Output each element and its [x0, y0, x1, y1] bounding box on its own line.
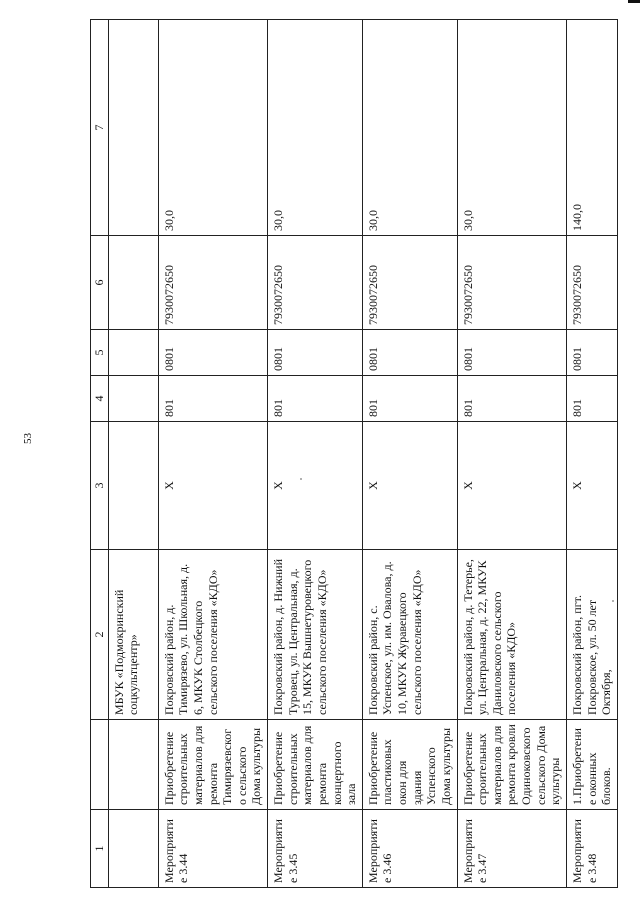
amount-cell: 140,0	[566, 20, 617, 236]
header-cell: 2	[91, 550, 109, 720]
amount-cell: 30,0	[158, 20, 267, 236]
header-cell: 5	[91, 330, 109, 376]
header-cell	[91, 720, 109, 810]
amount-cell	[108, 20, 158, 236]
location-cell: Покровский район, пгт. Покровское, ул. 50 лет Октября,	[566, 550, 617, 720]
measure-description-cell: Приобретение строительных материалов для ремонта концертного зала	[268, 720, 363, 810]
measure-id-cell: Мероприятие 3.46	[362, 810, 457, 888]
target-code-cell	[108, 236, 158, 330]
measure-description-cell: Приобретение строительных материалов для ремонта кровли Одиноковского сельского Дома культуры	[457, 720, 566, 810]
section-cell	[108, 330, 158, 376]
location-cell: Покровский район, д. Тимирязево, ул. Школьная, д. 6, МКУК Столбецкого сельского поселения «КДО»	[158, 550, 267, 720]
measure-id-cell: Мероприятие 3.47	[457, 810, 566, 888]
mark-cell: X	[457, 422, 566, 550]
table-row	[457, 20, 566, 888]
target-code-cell: 7930072650	[362, 236, 457, 330]
code-cell: 801	[158, 376, 267, 422]
amount-cell: 30,0	[362, 20, 457, 236]
table-row	[268, 20, 363, 888]
mark-cell: X	[158, 422, 267, 550]
mark-cell	[108, 422, 158, 550]
amount-cell: 30,0	[268, 20, 363, 236]
target-code-cell: 7930072650	[457, 236, 566, 330]
rotated-table-container	[90, 20, 617, 888]
measure-description-cell: 1.Приобретение оконных блоков.	[566, 720, 617, 810]
measure-id-cell: Мероприятие 3.48	[566, 810, 617, 888]
header-cell: 1	[91, 810, 109, 888]
header-row	[91, 20, 109, 888]
header-cell: 3	[91, 422, 109, 550]
code-cell: 801	[566, 376, 617, 422]
code-cell: 801	[362, 376, 457, 422]
page-number: 53	[22, 433, 34, 444]
location-cell: Покровский район, с. Успенское, ул. им. Овалова, д. 10, МКУК Журавецкого сельского поселения «КДО»	[362, 550, 457, 720]
table-row	[362, 20, 457, 888]
target-code-cell: 7930072650	[566, 236, 617, 330]
header-cell: 6	[91, 236, 109, 330]
measure-description-cell	[108, 720, 158, 810]
location-cell: Покровский район, д. Тетерье, ул. Центральная, д. 22, МКУК Даниловского сельского поселения «КДО»	[457, 550, 566, 720]
header-cell: 7	[91, 20, 109, 236]
target-code-cell: 7930072650	[158, 236, 267, 330]
header-cell: 4	[91, 376, 109, 422]
measure-id-cell	[108, 810, 158, 888]
measure-id-cell: Мероприятие 3.45	[268, 810, 363, 888]
location-cell: МБУК «Подмокринский соцкультцентр»	[108, 550, 158, 720]
section-cell: 0801	[457, 330, 566, 376]
table-row	[108, 20, 158, 888]
target-code-cell: 7930072650	[268, 236, 363, 330]
code-cell: 801	[457, 376, 566, 422]
section-cell: 0801	[158, 330, 267, 376]
section-cell: 0801	[268, 330, 363, 376]
scan-corner-mark	[628, 0, 640, 3]
code-cell: 801	[268, 376, 363, 422]
table-row	[158, 20, 267, 888]
mark-cell: X	[566, 422, 617, 550]
section-cell: 0801	[566, 330, 617, 376]
section-cell: 0801	[362, 330, 457, 376]
location-cell: Покровский район, д. Нижний Туровец, ул. Центральная, д. 15, МКУК Вышнетуровецкого сельского поселения «КДО»	[268, 550, 363, 720]
measure-description-cell: Приобретение пластиковых окон для здания Успенского Дома культуры	[362, 720, 457, 810]
code-cell	[108, 376, 158, 422]
table-row	[566, 20, 617, 888]
budget-measures-table	[90, 19, 618, 888]
mark-cell: X	[268, 422, 363, 550]
amount-cell: 30,0	[457, 20, 566, 236]
measure-id-cell: Мероприятие 3.44	[158, 810, 267, 888]
measure-description-cell: Приобретение строительных материалов для ремонта Тимирязевского сельского Дома культуры	[158, 720, 267, 810]
mark-cell: X	[362, 422, 457, 550]
